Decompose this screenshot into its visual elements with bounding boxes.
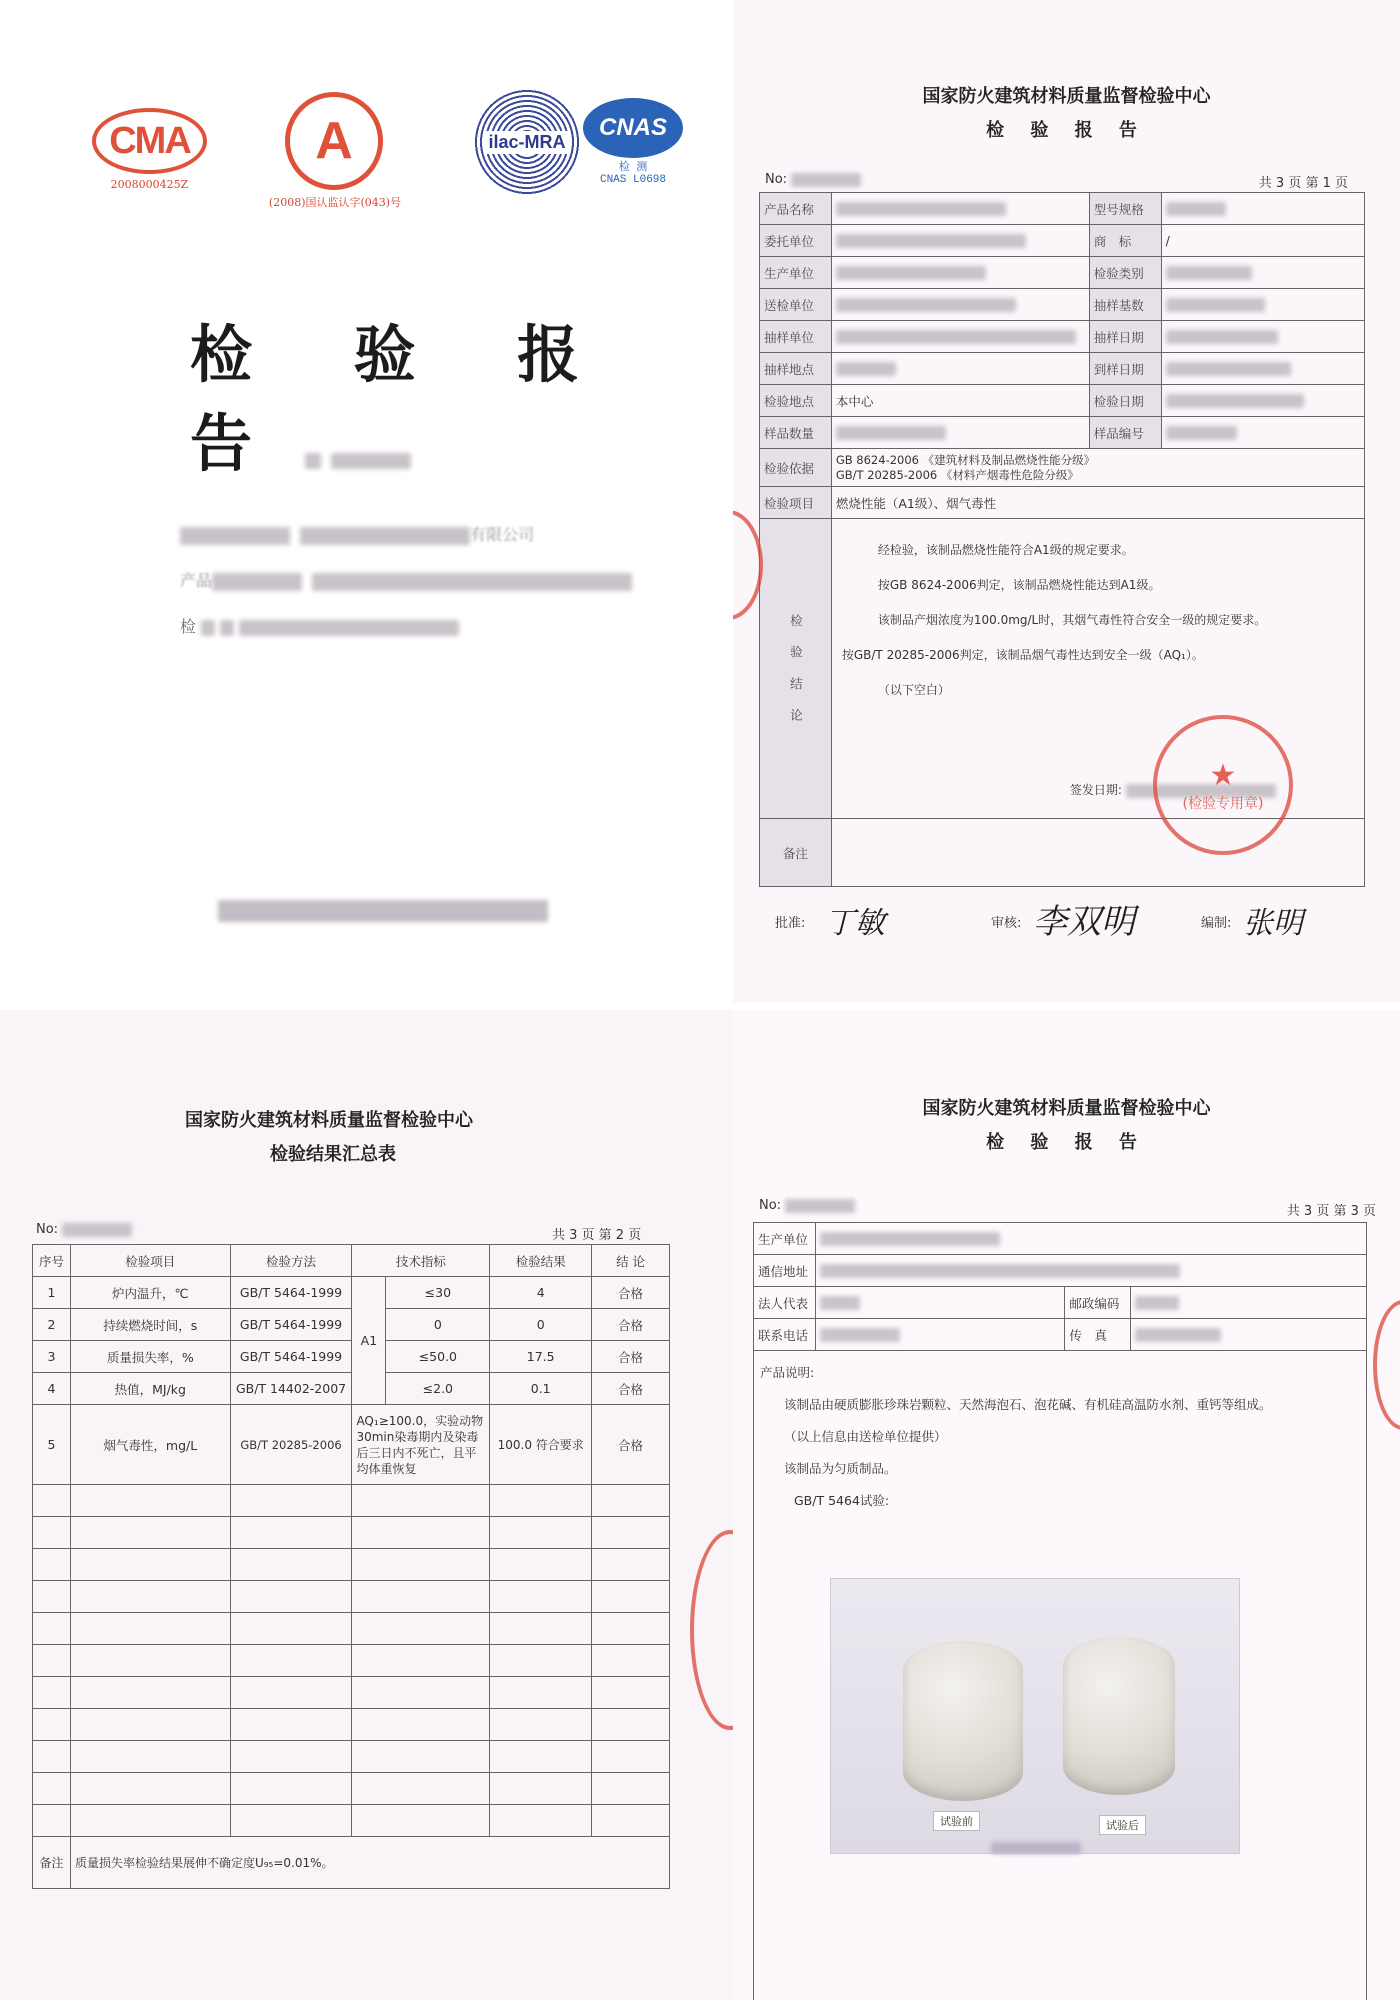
- row-result: 0.1: [490, 1373, 592, 1405]
- cal-logo: [268, 92, 415, 210]
- cover-client: 有限公司: [180, 522, 534, 545]
- info-row: [760, 225, 1365, 257]
- info-label-2: 型号规格: [1089, 193, 1161, 225]
- table-row: [33, 1341, 670, 1373]
- empty-cell: [70, 1773, 230, 1805]
- empty-row: [33, 1709, 670, 1741]
- header-result: 检验结果: [490, 1245, 592, 1277]
- tag-after: 试验后: [1099, 1815, 1146, 1835]
- info-label: 产品名称: [760, 193, 832, 225]
- empty-cell: [592, 1485, 670, 1517]
- row-no: 4: [33, 1373, 71, 1405]
- empty-cell: [70, 1677, 230, 1709]
- empty-row: [33, 1517, 670, 1549]
- basis-label: 检验依据: [760, 449, 832, 487]
- conclusion-line-1: 经检验，该制品燃烧性能符合A1级的规定要求。: [877, 543, 1134, 557]
- empty-cell: [352, 1645, 490, 1677]
- row5-no: 5: [33, 1405, 71, 1485]
- row-result: 4: [490, 1277, 592, 1309]
- empty-cell: [33, 1805, 71, 1837]
- items-label: 检验项目: [760, 487, 832, 519]
- empty-cell: [70, 1805, 230, 1837]
- info-value-2: [1161, 193, 1364, 225]
- empty-cell: [70, 1613, 230, 1645]
- description-line-4: GB/T 5464试验:: [794, 1493, 890, 1508]
- empty-row: [33, 1677, 670, 1709]
- empty-cell: [352, 1773, 490, 1805]
- producer-label: 生产单位: [754, 1223, 816, 1255]
- empty-cell: [490, 1773, 592, 1805]
- info-label: 抽样单位: [760, 321, 832, 353]
- row-method: GB/T 5464-1999: [230, 1309, 352, 1341]
- sample-photo: [830, 1578, 1240, 1854]
- empty-cell: [352, 1709, 490, 1741]
- empty-cell: [490, 1485, 592, 1517]
- header-method: 检验方法: [230, 1245, 352, 1277]
- empty-cell: [70, 1549, 230, 1581]
- empty-cell: [33, 1549, 71, 1581]
- description-line-1: 该制品由硬质膨胀珍珠岩颗粒、天然海泡石、泡花碱、有机硅高温防水剂、重钙等组成。: [784, 1397, 1272, 1412]
- header-spec: 技术指标: [352, 1245, 490, 1277]
- info-value: [831, 321, 1089, 353]
- row-method: GB/T 5464-1999: [230, 1277, 352, 1309]
- conclusion-line-4: 按GB/T 20285-2006判定，该制品烟气毒性达到安全一级（AQ₁）。: [841, 648, 1204, 662]
- sample-after: [1063, 1637, 1175, 1795]
- empty-cell: [230, 1581, 352, 1613]
- address-label: 通信地址: [754, 1255, 816, 1287]
- info-label: 抽样地点: [760, 353, 832, 385]
- info-label-2: 抽样日期: [1089, 321, 1161, 353]
- empty-cell: [230, 1805, 352, 1837]
- info-label: 生产单位: [760, 257, 832, 289]
- empty-cell: [352, 1517, 490, 1549]
- description-line-3: 该制品为匀质制品。: [784, 1461, 897, 1476]
- empty-cell: [33, 1677, 71, 1709]
- info-label: 检验地点: [760, 385, 832, 417]
- cover-title: 检 验 报 告: [190, 318, 620, 480]
- conclusion-line-2: 按GB 8624-2006判定，该制品燃烧性能达到A1级。: [877, 578, 1161, 592]
- row5-spec: AQ₁≥100.0，实验动物30min染毒期内及染毒后三日内不死亡，且平均体重恢复: [352, 1405, 490, 1485]
- row-verdict: 合格: [592, 1373, 670, 1405]
- info-value-2: [1161, 289, 1364, 321]
- report-title: 检 验 报 告: [986, 120, 1147, 141]
- row5-item: 烟气毒性，mg/L: [70, 1405, 230, 1485]
- empty-cell: [592, 1677, 670, 1709]
- stamp-star-icon: ★: [1209, 757, 1237, 793]
- items-value: 燃烧性能（A1级）、烟气毒性: [831, 487, 1364, 519]
- empty-cell: [490, 1549, 592, 1581]
- address-row: [754, 1255, 1367, 1287]
- info-row: [760, 321, 1365, 353]
- summary-title: 检验结果汇总表: [270, 1144, 396, 1165]
- empty-row: [33, 1581, 670, 1613]
- info-value-2: [1161, 353, 1364, 385]
- empty-cell: [33, 1485, 71, 1517]
- row5-verdict: 合格: [592, 1405, 670, 1485]
- cma-logo: [92, 108, 207, 191]
- empty-cell: [352, 1613, 490, 1645]
- zip-label: 邮政编码: [1065, 1287, 1131, 1319]
- info-label-2: 商 标: [1089, 225, 1161, 257]
- row-no: 3: [33, 1341, 71, 1373]
- empty-row: [33, 1645, 670, 1677]
- info-row: [760, 353, 1365, 385]
- basis-2: GB/T 20285-2006 《材料产烟毒性危险分级》: [835, 467, 1079, 482]
- legal-label: 法人代表: [754, 1287, 816, 1319]
- inspection-stamp: [1153, 715, 1293, 855]
- row-verdict: 合格: [592, 1277, 670, 1309]
- empty-cell: [33, 1645, 71, 1677]
- empty-row: [33, 1741, 670, 1773]
- empty-cell: [490, 1709, 592, 1741]
- empty-cell: [230, 1613, 352, 1645]
- empty-cell: [352, 1805, 490, 1837]
- empty-cell: [230, 1741, 352, 1773]
- info-value-2: [1161, 257, 1364, 289]
- info-value: [831, 257, 1089, 289]
- row-no: 1: [33, 1277, 71, 1309]
- row-item: 热值，MJ/kg: [70, 1373, 230, 1405]
- info-row: [760, 193, 1365, 225]
- info-value: [831, 193, 1089, 225]
- legal-row: [754, 1287, 1367, 1319]
- table-row: [33, 1277, 670, 1309]
- cnas-caption: CNAS L0698: [599, 174, 666, 186]
- page-info: 共 3 页 第 1 页: [1258, 176, 1348, 191]
- row-grade: A1: [352, 1277, 386, 1405]
- info-value-2: /: [1161, 225, 1364, 257]
- cover-issuer: [218, 900, 548, 922]
- info-value: [831, 225, 1089, 257]
- table-row: [33, 1309, 670, 1341]
- empty-cell: [592, 1549, 670, 1581]
- report-page-2: [0, 1010, 733, 2000]
- remarks-value: 质量损失率检验结果展伸不确定度U₉₅=0.01%。: [70, 1837, 669, 1889]
- info-label-2: 检验类别: [1089, 257, 1161, 289]
- review-label: 审核:: [991, 916, 1022, 931]
- empty-cell: [230, 1773, 352, 1805]
- page-info-2: 共 3 页 第 2 页: [552, 1228, 642, 1243]
- row-spec: ≤50.0: [386, 1341, 490, 1373]
- row-item: 炉内温升，℃: [70, 1277, 230, 1309]
- empty-cell: [352, 1581, 490, 1613]
- report-no-2: No:: [36, 1222, 132, 1237]
- empty-cell: [592, 1709, 670, 1741]
- phone-label: 联系电话: [754, 1319, 816, 1351]
- conclusion-line-3: 该制品产烟浓度为100.0mg/L时，其烟气毒性符合安全一级的规定要求。: [877, 613, 1267, 627]
- page-gap: [0, 1003, 1400, 1010]
- report-title-3: 检 验 报 告: [986, 1132, 1147, 1153]
- empty-cell: [490, 1645, 592, 1677]
- empty-cell: [352, 1549, 490, 1581]
- table-row: [33, 1405, 670, 1485]
- cma-caption: 2008000425Z: [110, 178, 189, 191]
- description-line-2: （以上信息由送检单位提供）: [784, 1429, 947, 1444]
- empty-cell: [70, 1645, 230, 1677]
- empty-cell: [490, 1805, 592, 1837]
- page-info-3: 共 3 页 第 3 页: [1286, 1204, 1376, 1219]
- empty-cell: [490, 1677, 592, 1709]
- row-item: 持续燃烧时间，s: [70, 1309, 230, 1341]
- row-method: GB/T 14402-2007: [230, 1373, 352, 1405]
- cover-page: [0, 0, 733, 1003]
- ilac-mark: ilac-MRA: [473, 88, 581, 196]
- info-value: 本中心: [831, 385, 1089, 417]
- center-name: 国家防火建筑材料质量监督检验中心: [922, 86, 1211, 107]
- sample-before: [903, 1641, 1023, 1801]
- empty-cell: [33, 1517, 71, 1549]
- row-spec: ≤30: [386, 1277, 490, 1309]
- empty-cell: [592, 1613, 670, 1645]
- edit-label: 编制:: [1201, 916, 1232, 931]
- cover-product: 产品: [180, 568, 632, 591]
- basis-1: GB 8624-2006 《建筑材料及制品燃烧性能分级》: [835, 452, 1096, 467]
- description-label: 产品说明:: [760, 1365, 815, 1380]
- cover-report-no: [305, 450, 411, 469]
- remarks-label: 备注: [760, 819, 832, 887]
- row-spec: ≤2.0: [386, 1373, 490, 1405]
- empty-cell: [490, 1741, 592, 1773]
- edge-stamp-3: [1373, 1300, 1400, 1430]
- empty-cell: [70, 1485, 230, 1517]
- info-label: 样品数量: [760, 417, 832, 449]
- header-verdict: 结 论: [592, 1245, 670, 1277]
- empty-cell: [230, 1485, 352, 1517]
- fax-label: 传 真: [1065, 1319, 1131, 1351]
- info-label: 委托单位: [760, 225, 832, 257]
- empty-cell: [33, 1581, 71, 1613]
- issue-date: 签发日期:: [1070, 773, 1276, 808]
- row-verdict: 合格: [592, 1309, 670, 1341]
- info-row: [760, 289, 1365, 321]
- empty-cell: [230, 1645, 352, 1677]
- ilac-logo: [473, 88, 581, 196]
- empty-cell: [70, 1517, 230, 1549]
- tag-before: 试验前: [933, 1811, 980, 1831]
- empty-cell: [592, 1517, 670, 1549]
- empty-cell: [33, 1613, 71, 1645]
- row-verdict: 合格: [592, 1341, 670, 1373]
- producer-row: [754, 1223, 1367, 1255]
- empty-cell: [592, 1741, 670, 1773]
- approve-label: 批准:: [775, 916, 806, 931]
- cal-caption: (2008)国认监认字(043)号: [268, 196, 402, 209]
- header-no: 序号: [33, 1245, 71, 1277]
- empty-cell: [490, 1581, 592, 1613]
- empty-cell: [70, 1741, 230, 1773]
- empty-cell: [592, 1805, 670, 1837]
- empty-cell: [352, 1677, 490, 1709]
- stamp-text: (检验专用章): [1182, 795, 1264, 812]
- empty-row: [33, 1549, 670, 1581]
- cnas-caption-cn: 检 测: [618, 162, 648, 174]
- empty-cell: [230, 1677, 352, 1709]
- info-value-2: [1161, 321, 1364, 353]
- info-label: 送检单位: [760, 289, 832, 321]
- info-value-2: [1161, 417, 1364, 449]
- empty-cell: [230, 1709, 352, 1741]
- row-result: 0: [490, 1309, 592, 1341]
- row-item: 质量损失率，%: [70, 1341, 230, 1373]
- info-label-2: 检验日期: [1089, 385, 1161, 417]
- approve-signature: 丁敏: [825, 906, 885, 941]
- empty-cell: [352, 1741, 490, 1773]
- conclusion-label: 检 验 结 论: [760, 519, 832, 819]
- edge-stamp-2: [690, 1530, 733, 1730]
- cma-mark: CMA: [92, 108, 207, 174]
- info-label-2: 样品编号: [1089, 417, 1161, 449]
- empty-row: [33, 1485, 670, 1517]
- empty-cell: [70, 1709, 230, 1741]
- info-value: [831, 353, 1089, 385]
- table-row: [33, 1373, 670, 1405]
- center-name-2: 国家防火建筑材料质量监督检验中心: [185, 1110, 473, 1131]
- empty-cell: [230, 1549, 352, 1581]
- report-no-3: No:: [759, 1198, 855, 1213]
- empty-row: [33, 1613, 670, 1645]
- empty-row: [33, 1805, 670, 1837]
- row-spec: 0: [386, 1309, 490, 1341]
- row5-method: GB/T 20285-2006: [230, 1405, 352, 1485]
- center-name-3: 国家防火建筑材料质量监督检验中心: [922, 1098, 1211, 1119]
- phone-row: [754, 1319, 1367, 1351]
- row5-result: 100.0 符合要求: [490, 1405, 592, 1485]
- info-row: [760, 385, 1365, 417]
- empty-cell: [33, 1709, 71, 1741]
- results-header-row: [33, 1245, 670, 1277]
- results-table: [32, 1244, 670, 1889]
- row-result: 17.5: [490, 1341, 592, 1373]
- empty-cell: [352, 1485, 490, 1517]
- empty-cell: [33, 1773, 71, 1805]
- info-label-2: 到样日期: [1089, 353, 1161, 385]
- empty-cell: [490, 1517, 592, 1549]
- empty-cell: [592, 1773, 670, 1805]
- remarks-row: [33, 1837, 670, 1889]
- empty-cell: [33, 1741, 71, 1773]
- empty-cell: [592, 1581, 670, 1613]
- info-label-2: 抽样基数: [1089, 289, 1161, 321]
- info-row: [760, 257, 1365, 289]
- cover-inspection: 检: [180, 614, 459, 637]
- cnas-mark: CNAS 检 测 CNAS L0698: [583, 98, 683, 176]
- cnas-logo: [583, 98, 683, 186]
- edit-signature: 张明: [1243, 906, 1303, 941]
- report-no: No:: [765, 172, 861, 187]
- empty-cell: [70, 1581, 230, 1613]
- remarks-label-2: 备注: [33, 1837, 71, 1889]
- info-value-2: [1161, 385, 1364, 417]
- row-method: GB/T 5464-1999: [230, 1341, 352, 1373]
- row-no: 2: [33, 1309, 71, 1341]
- info-value: [831, 417, 1089, 449]
- report-page-1: [733, 0, 1400, 1003]
- empty-row: [33, 1773, 670, 1805]
- empty-cell: [592, 1645, 670, 1677]
- review-signature: 李双明: [1033, 902, 1135, 942]
- info-row: [760, 417, 1365, 449]
- conclusion-line-5: （以下空白）: [877, 683, 950, 697]
- empty-cell: [490, 1613, 592, 1645]
- cal-mark: A: [285, 92, 383, 190]
- empty-cell: [230, 1517, 352, 1549]
- info-value: [831, 289, 1089, 321]
- header-item: 检验项目: [70, 1245, 230, 1277]
